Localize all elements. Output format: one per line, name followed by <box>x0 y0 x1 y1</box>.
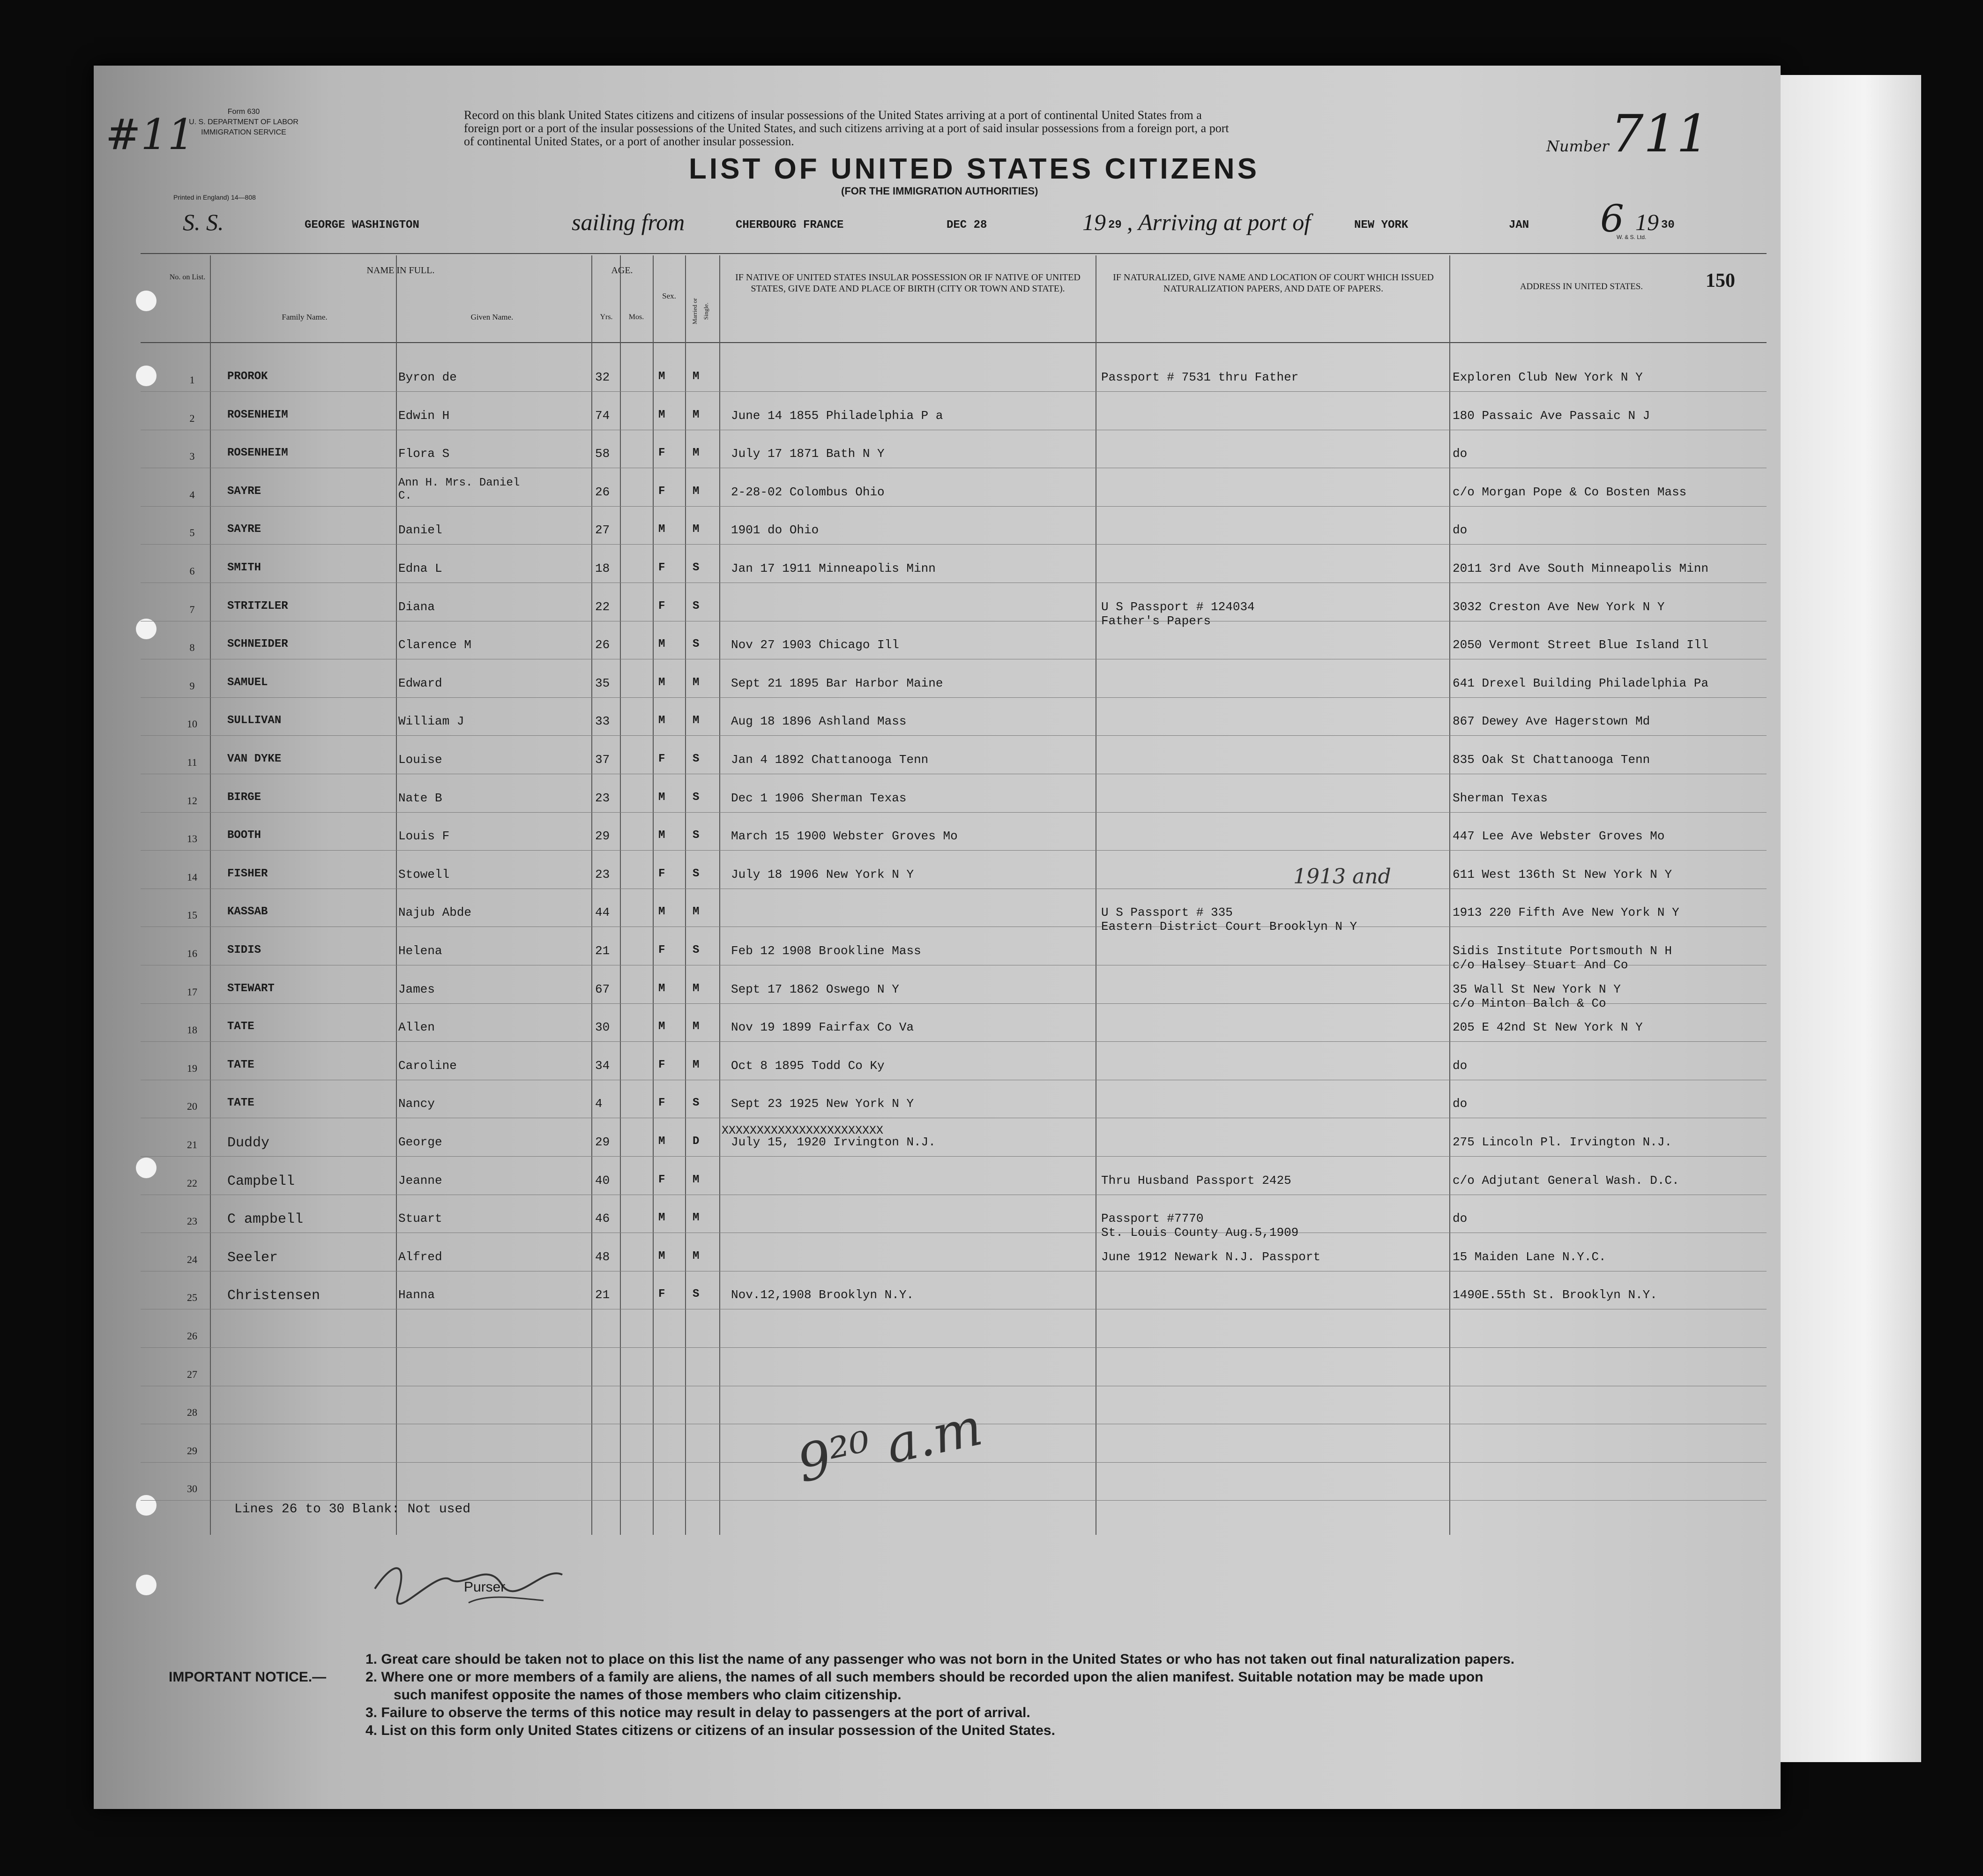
address: Exploren Club New York N Y <box>1453 370 1643 384</box>
manifest-sheet <box>94 66 1781 1809</box>
sex: M <box>658 370 665 383</box>
sex: M <box>658 1211 665 1225</box>
age-years: 26 <box>595 485 610 499</box>
address: c/o Adjutant General Wash. D.C. <box>1453 1173 1679 1188</box>
intro-text <box>464 109 1448 148</box>
header-age: AGE. <box>611 265 633 276</box>
birth-date-place: Sept 17 1862 Oswego N Y <box>731 982 899 996</box>
given-name: Hanna <box>398 1288 435 1302</box>
address: 867 Dewey Ave Hagerstown Md <box>1453 714 1650 729</box>
given-name: Najub Abde <box>398 905 472 920</box>
marital-status: S <box>693 791 700 804</box>
sex: F <box>658 1058 665 1071</box>
row-number: 11 <box>187 756 197 768</box>
age-years: 44 <box>595 905 610 920</box>
address-detail: c/o Halsey Stuart And Co <box>1453 958 1628 972</box>
marital-status: M <box>693 1020 700 1033</box>
row-number: 17 <box>187 986 197 998</box>
family-name: ROSENHEIM <box>227 447 288 460</box>
age-years: 23 <box>595 791 610 805</box>
punch-hole <box>136 366 157 386</box>
row-rule <box>141 544 1767 545</box>
marital-status: S <box>693 1097 700 1110</box>
family-name: BIRGE <box>227 791 261 804</box>
notice-item: 3. Failure to observe the terms of this notice may result in delay to passengers at the port of arrival. <box>365 1705 1030 1720</box>
sail-year: 29 <box>1108 219 1122 232</box>
sex: M <box>658 982 665 995</box>
sex: M <box>658 638 665 651</box>
row-rule <box>141 1347 1767 1348</box>
age-years: 37 <box>595 753 610 767</box>
sex: M <box>658 1249 665 1263</box>
marital-status: S <box>693 829 700 842</box>
column-rule <box>653 255 654 1535</box>
birth-date-place: Jan 17 1911 Minneapolis Minn <box>731 561 936 576</box>
arrival-year: 30 <box>1661 219 1675 232</box>
sex: F <box>658 1097 665 1110</box>
row-number: 14 <box>187 871 197 883</box>
address-detail: c/o Minton Balch & Co <box>1453 996 1606 1010</box>
age-years: 33 <box>595 714 610 729</box>
row-number: 15 <box>187 909 197 921</box>
header-no: No. on List. <box>169 273 206 281</box>
notice-item: 2. Where one or more members of a family are aliens, the names of all such members should be recorded upon the alien manifest. Suitable notation may be made upon <box>365 1669 1484 1685</box>
given-name: Louise <box>398 753 442 767</box>
marital-status: S <box>693 1288 700 1301</box>
departure-port: CHERBOURG FRANCE <box>736 219 844 232</box>
given-name: Clarence M <box>398 638 472 652</box>
address: Sherman Texas <box>1453 791 1548 805</box>
sheet-number: 150 <box>1706 270 1735 291</box>
birth-date-place: Sept 21 1895 Bar Harbor Maine <box>731 676 943 690</box>
sex: M <box>658 829 665 842</box>
given-name: James <box>398 982 435 996</box>
row-number: 20 <box>187 1100 197 1113</box>
age-years: 29 <box>595 1135 610 1149</box>
sailing-label: sailing from <box>572 209 685 235</box>
age-years: 21 <box>595 1288 610 1302</box>
given-name: Flora S <box>398 447 450 461</box>
row-rule <box>141 1500 1767 1501</box>
notice-item-cont: such manifest opposite the names of those members who claim citizenship. <box>394 1687 902 1703</box>
page-subtitle: (FOR THE IMMIGRATION AUTHORITIES) <box>841 185 1038 197</box>
address: c/o Morgan Pope & Co Bosten Mass <box>1453 485 1687 499</box>
family-name: SULLIVAN <box>227 714 282 727</box>
birth-date-place: Jan 4 1892 Chattanooga Tenn <box>731 753 929 767</box>
column-rule <box>719 255 720 1535</box>
marital-status: M <box>693 408 700 421</box>
row-number: 8 <box>189 642 195 654</box>
naturalization: Passport # 7531 thru Father <box>1101 370 1299 384</box>
marital-status: S <box>693 599 700 613</box>
address: 641 Drexel Building Philadelphia Pa <box>1453 676 1709 690</box>
header-name: NAME IN FULL. <box>366 265 435 276</box>
ship-name: GEORGE WASHINGTON <box>305 219 419 232</box>
ss-label: S. S. <box>183 209 224 235</box>
address: 3032 Creston Ave New York N Y <box>1453 599 1665 614</box>
sex: M <box>658 905 665 919</box>
given-name: William J <box>398 714 464 729</box>
row-number: 28 <box>187 1406 197 1419</box>
birth-date-place: Nov 19 1899 Fairfax Co Va <box>731 1020 914 1035</box>
punch-hole <box>136 619 157 639</box>
address: do <box>1453 447 1468 461</box>
row-number: 7 <box>189 603 195 615</box>
marital-status: M <box>693 523 700 536</box>
age-years: 35 <box>595 676 610 690</box>
given-name: Alfred <box>398 1249 442 1264</box>
family-name: FISHER <box>227 867 268 880</box>
given-name: Edwin H <box>398 408 450 423</box>
birth-date-place: July 15, 1920 Irvington N.J. <box>731 1135 936 1149</box>
intro-line: of continental United States, or a port of another insular possession. <box>464 135 794 148</box>
marital-status: S <box>693 561 700 574</box>
column-rule <box>396 255 397 1535</box>
given-name: Jeanne <box>398 1173 442 1188</box>
birth-date-place: Nov.12,1908 Brooklyn N.Y. <box>731 1288 914 1302</box>
row-number: 6 <box>189 565 195 577</box>
address: 835 Oak St Chattanooga Tenn <box>1453 753 1650 767</box>
printer-mark: W. & S. Ltd. <box>1617 234 1647 240</box>
header-yrs: Yrs. <box>600 313 613 321</box>
given-name: Ann H. Mrs. Daniel C. <box>398 476 520 502</box>
row-number: 30 <box>187 1483 197 1495</box>
age-years: 67 <box>595 982 610 996</box>
column-rule <box>591 255 592 1535</box>
row-rule <box>141 1041 1767 1042</box>
row-number: 13 <box>187 833 197 845</box>
sex: F <box>658 561 665 574</box>
family-name: SMITH <box>227 561 261 574</box>
blank-lines-note: Lines 26 to 30 Blank: Not used <box>234 1502 471 1517</box>
row-number: 18 <box>187 1024 197 1036</box>
marital-status: M <box>693 1058 700 1071</box>
family-name: KASSAB <box>227 905 268 919</box>
sex: F <box>658 944 665 957</box>
naturalization: U S Passport # 335 <box>1101 905 1233 920</box>
birth-date-place: Nov 27 1903 Chicago Ill <box>731 638 899 652</box>
printed-note: Printed in England) 14—808 <box>173 194 256 201</box>
family-name: Seeler <box>227 1249 278 1266</box>
birth-date-place: Oct 8 1895 Todd Co Ky <box>731 1058 885 1073</box>
row-number: 9 <box>189 680 195 692</box>
address: 1490E.55th St. Brooklyn N.Y. <box>1453 1288 1657 1302</box>
sex: M <box>658 523 665 536</box>
family-name: SCHNEIDER <box>227 638 288 651</box>
service-name: IMMIGRATION SERVICE <box>201 128 286 136</box>
punch-hole <box>136 1575 157 1595</box>
sex: F <box>658 599 665 613</box>
address: 275 Lincoln Pl. Irvington N.J. <box>1453 1135 1672 1149</box>
row-number: 22 <box>187 1177 197 1189</box>
column-rule <box>685 255 686 1535</box>
age-years: 40 <box>595 1173 610 1188</box>
arriving-label: , Arriving at port of <box>1127 209 1311 235</box>
family-name: PROROK <box>227 370 268 383</box>
naturalization: U S Passport # 124034 <box>1101 599 1255 614</box>
age-years: 30 <box>595 1020 610 1035</box>
notice-label: IMPORTANT NOTICE.— <box>169 1669 327 1685</box>
marital-status: M <box>693 676 700 689</box>
notice-item: 4. List on this form only United States citizens or citizens of an insular possession of the United States. <box>365 1723 1055 1738</box>
header-bottom-rule <box>141 342 1767 343</box>
address: 2050 Vermont Street Blue Island Ill <box>1453 638 1709 652</box>
age-years: 23 <box>595 867 610 882</box>
family-name: BOOTH <box>227 829 261 842</box>
naturalization-detail: St. Louis County Aug.5,1909 <box>1101 1226 1299 1240</box>
given-name: Louis F <box>398 829 450 844</box>
address: do <box>1453 1211 1468 1226</box>
age-years: 27 <box>595 523 610 538</box>
address: 180 Passaic Ave Passaic N J <box>1453 408 1650 423</box>
age-years: 29 <box>595 829 610 844</box>
address: 205 E 42nd St New York N Y <box>1453 1020 1643 1035</box>
birth-date-place: Sept 23 1925 New York N Y <box>731 1097 914 1111</box>
given-name: Nancy <box>398 1097 435 1111</box>
marital-status: M <box>693 1173 700 1186</box>
header-naturalized: IF NATURALIZED, GIVE NAME AND LOCATION OF COURT WHICH ISSUED NATURALIZATION PAPERS, AND DATE OF PAPERS. <box>1113 272 1434 294</box>
marital-status: D <box>693 1135 700 1148</box>
row-rule <box>141 506 1767 507</box>
punch-hole <box>136 291 157 311</box>
list-number <box>1546 104 1709 164</box>
address: 447 Lee Ave Webster Groves Mo <box>1453 829 1665 844</box>
age-years: 26 <box>595 638 610 652</box>
form-number: Form 630 <box>227 108 260 116</box>
department-name: U. S. DEPARTMENT OF LABOR <box>189 118 298 126</box>
sex: F <box>658 867 665 880</box>
given-name: Stuart <box>398 1211 442 1226</box>
sex: M <box>658 408 665 421</box>
header-married-single: Married or Single. <box>691 298 709 324</box>
arrival-day: 6 <box>1600 197 1624 240</box>
age-years: 34 <box>595 1058 610 1073</box>
birth-date-place: 1901 do Ohio <box>731 523 819 538</box>
birth-date-place: March 15 1900 Webster Groves Mo <box>731 829 958 844</box>
address: do <box>1453 1058 1468 1073</box>
family-name: SIDIS <box>227 944 261 957</box>
naturalization: Passport #7770 <box>1101 1211 1204 1226</box>
sex: M <box>658 714 665 727</box>
column-rule <box>620 255 621 1535</box>
number-label: Number <box>1546 137 1609 155</box>
address: do <box>1453 1097 1468 1111</box>
family-name: Campbell <box>227 1173 295 1189</box>
form-block <box>183 107 305 138</box>
given-name: Stowell <box>398 867 450 882</box>
sex: M <box>658 1135 665 1148</box>
age-years: 21 <box>595 944 610 958</box>
age-years: 22 <box>595 599 610 614</box>
given-name: Allen <box>398 1020 435 1035</box>
row-number: 25 <box>187 1292 197 1304</box>
family-name: VAN DYKE <box>227 753 282 765</box>
row-number: 21 <box>187 1139 197 1151</box>
address: 2011 3rd Ave South Minneapolis Minn <box>1453 561 1709 576</box>
sex: M <box>658 676 665 689</box>
row-rule <box>141 735 1767 736</box>
header-family: Family Name. <box>282 313 328 321</box>
address: 15 Maiden Lane N.Y.C. <box>1453 1249 1606 1264</box>
sex: F <box>658 447 665 460</box>
handwritten-note: 1913 and <box>1293 865 1391 889</box>
column-rule <box>1449 255 1450 1535</box>
header-sex: Sex. <box>662 291 676 300</box>
year-prefix: 19 <box>1635 209 1659 235</box>
intro-line: foreign port or a port of the insular possessions of the United States, and such citizens arriving at a port of said insular possessions from a foreign port, a port <box>464 121 1229 135</box>
age-years: 4 <box>595 1097 603 1111</box>
row-number: 23 <box>187 1215 197 1227</box>
marital-status: S <box>693 638 700 651</box>
marital-status: M <box>693 370 700 383</box>
family-name: SAYRE <box>227 523 261 536</box>
marital-status: M <box>693 982 700 995</box>
adjacent-page-edge <box>1781 75 1921 1762</box>
given-name: Edna L <box>398 561 442 576</box>
notice-item: 1. Great care should be taken not to place on this list the name of any passenger who was not born in the United States or who has not taken out final naturalization papers. <box>365 1652 1515 1667</box>
given-name: Diana <box>398 599 435 614</box>
row-rule <box>141 391 1767 392</box>
birth-date-place: June 14 1855 Philadelphia P a <box>731 408 943 423</box>
sex: F <box>658 485 665 498</box>
age-years: 48 <box>595 1249 610 1264</box>
sex: M <box>658 1020 665 1033</box>
naturalization: Thru Husband Passport 2425 <box>1101 1173 1291 1188</box>
family-name: TATE <box>227 1097 254 1110</box>
address: Sidis Institute Portsmouth N H <box>1453 944 1672 958</box>
address: 35 Wall St New York N Y <box>1453 982 1621 996</box>
naturalization-detail: Eastern District Court Brooklyn N Y <box>1101 919 1357 934</box>
given-name: Helena <box>398 944 442 958</box>
row-number: 16 <box>187 948 197 959</box>
header-address: ADDRESS IN UNITED STATES. <box>1520 282 1643 291</box>
sex: F <box>658 753 665 765</box>
age-years: 18 <box>595 561 610 576</box>
header-birth: IF NATIVE OF UNITED STATES INSULAR POSSESSION OR IF NATIVE OF UNITED STATES, GIVE DATE AND PLACE OF BIRTH (CITY OR TOWN AND STATE). <box>735 272 1081 294</box>
purser-label: Purser <box>464 1579 506 1595</box>
family-name: ROSENHEIM <box>227 408 288 421</box>
marital-status: M <box>693 485 700 498</box>
arrival-port: NEW YORK <box>1354 219 1409 232</box>
sex: M <box>658 791 665 804</box>
punch-hole <box>136 1495 157 1516</box>
header-given: Given Name. <box>470 313 514 321</box>
family-name: STRITZLER <box>227 599 288 613</box>
given-name: Nate B <box>398 791 442 805</box>
birth-date-place: Dec 1 1906 Sherman Texas <box>731 791 907 805</box>
column-rule <box>210 255 211 1535</box>
given-name: Byron de <box>398 370 457 384</box>
marital-status: S <box>693 944 700 957</box>
important-notice <box>365 1651 1748 1740</box>
family-name: SAYRE <box>227 485 261 498</box>
row-number: 5 <box>189 527 195 539</box>
age-years: 58 <box>595 447 610 461</box>
row-number: 10 <box>187 718 197 730</box>
row-number: 29 <box>187 1444 197 1457</box>
given-name: Edward <box>398 676 442 690</box>
marital-status: S <box>693 753 700 765</box>
family-name: TATE <box>227 1058 254 1071</box>
given-name: Daniel <box>398 523 442 538</box>
row-number: 2 <box>189 412 195 424</box>
handwritten-time: 9²⁰ a.m <box>792 1397 987 1494</box>
family-name: TATE <box>227 1020 254 1033</box>
birth-date-place: July 18 1906 New York N Y <box>731 867 914 882</box>
header-mos: Mos. <box>628 313 644 321</box>
birth-date-place: Aug 18 1896 Ashland Mass <box>731 714 907 729</box>
birth-date-place: Feb 12 1908 Brookline Mass <box>731 944 921 958</box>
marital-status: M <box>693 447 700 460</box>
naturalization-detail: Father's Papers <box>1101 613 1211 628</box>
sail-date: DEC 28 <box>947 219 987 232</box>
table-top-rule <box>141 253 1767 254</box>
address: do <box>1453 523 1468 538</box>
marital-status: M <box>693 1211 700 1225</box>
number-value: 711 <box>1610 104 1709 164</box>
page-title: LIST OF UNITED STATES CITIZENS <box>689 153 1260 185</box>
marital-status: M <box>693 905 700 919</box>
struck-out-text: XXXXXXXXXXXXXXXXXXXXXXX <box>722 1124 884 1137</box>
row-rule <box>141 850 1767 851</box>
family-name: C ampbell <box>227 1211 304 1228</box>
row-rule <box>141 1156 1767 1157</box>
age-years: 32 <box>595 370 610 384</box>
row-number: 4 <box>189 488 195 501</box>
intro-line: Record on this blank United States citizens and citizens of insular possessions of the United States arriving at a port of continental United States from a <box>464 108 1202 122</box>
row-number: 1 <box>189 374 195 386</box>
year-prefix: 19 <box>1082 209 1106 235</box>
address: 1913 220 Fifth Ave New York N Y <box>1453 905 1679 920</box>
row-number: 27 <box>187 1368 197 1380</box>
row-number: 24 <box>187 1253 197 1265</box>
given-name: George <box>398 1135 442 1149</box>
row-rule <box>141 812 1767 813</box>
naturalization: June 1912 Newark N.J. Passport <box>1101 1249 1321 1264</box>
given-name: Caroline <box>398 1058 457 1073</box>
family-name: STEWART <box>227 982 275 995</box>
punch-hole <box>136 1158 157 1178</box>
birth-date-place: July 17 1871 Bath N Y <box>731 447 885 461</box>
row-number: 19 <box>187 1062 197 1074</box>
age-years: 46 <box>595 1211 610 1226</box>
row-number: 26 <box>187 1330 197 1342</box>
row-number: 12 <box>187 794 197 807</box>
marital-status: M <box>693 1249 700 1263</box>
age-years: 74 <box>595 408 610 423</box>
marital-status: S <box>693 867 700 880</box>
row-rule <box>141 697 1767 698</box>
arrival-month: JAN <box>1509 219 1529 232</box>
address: 611 West 136th St New York N Y <box>1453 867 1672 882</box>
marital-status: M <box>693 714 700 727</box>
sex: F <box>658 1173 665 1186</box>
birth-date-place: 2-28-02 Colombus Ohio <box>731 485 885 499</box>
family-name: Duddy <box>227 1135 270 1151</box>
corner-mark: #11 <box>105 110 194 159</box>
family-name: SAMUEL <box>227 676 268 689</box>
family-name: Christensen <box>227 1288 321 1304</box>
sex: F <box>658 1288 665 1301</box>
row-number: 3 <box>189 450 195 463</box>
